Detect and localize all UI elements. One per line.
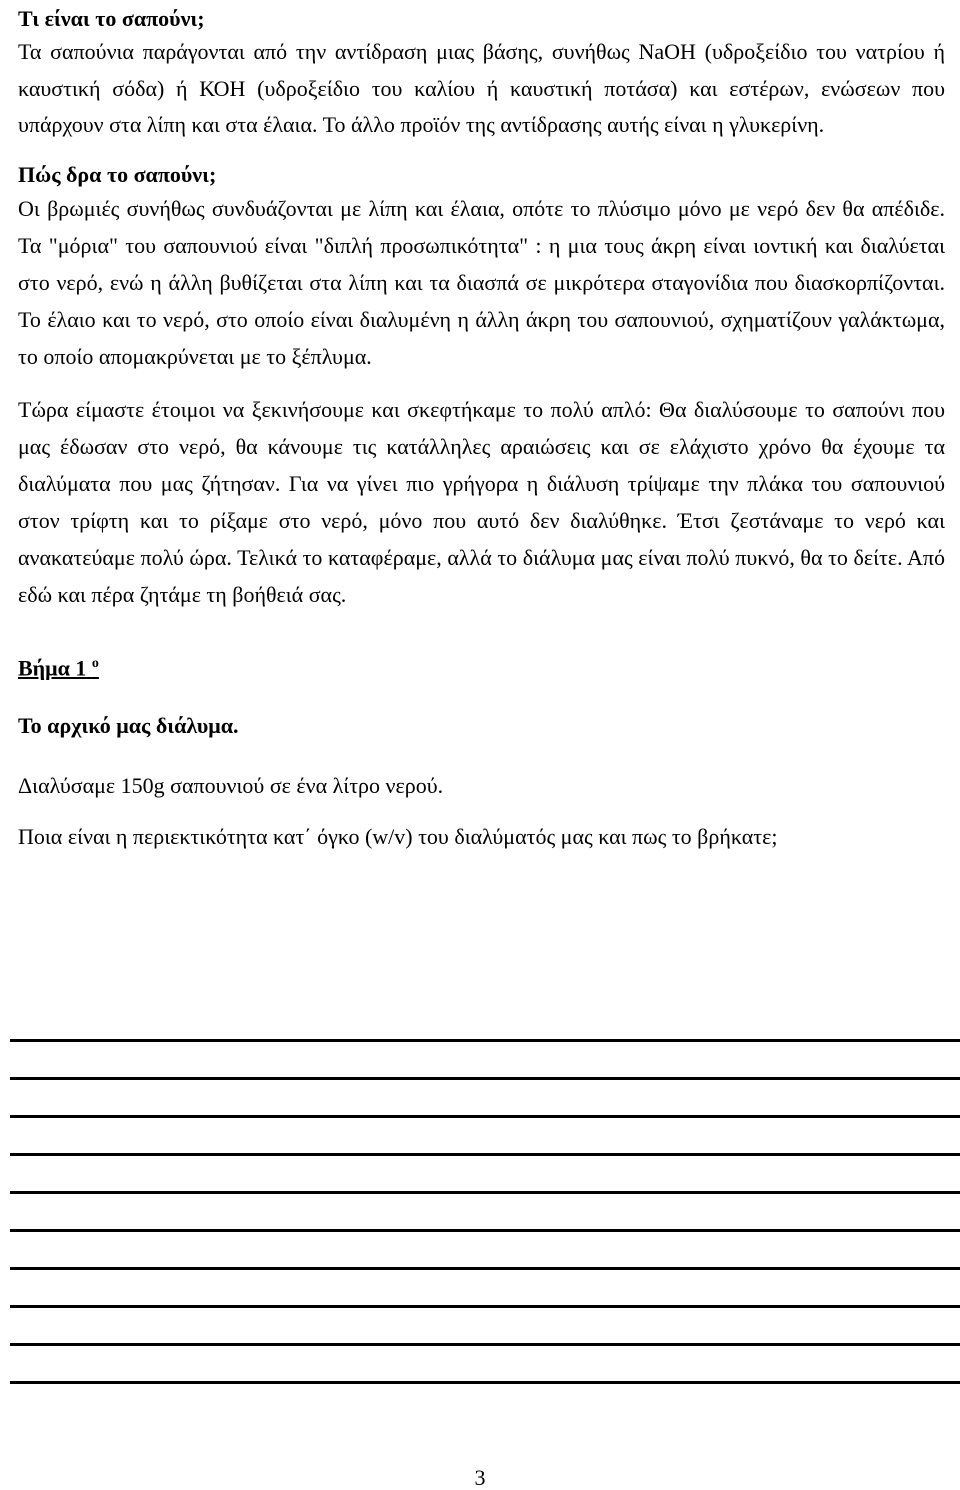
answer-line[interactable] xyxy=(10,1305,960,1308)
step-subheading: Το αρχικό μας διάλυμα. xyxy=(18,712,239,738)
page-number: 3 xyxy=(474,1465,486,1490)
paragraph-soap-mechanism: Οι βρωμιές συνήθως συνδυάζονται με λίπη και έλαια, οπότε το πλύσιμο μόνο με νερό δεν θα απέδιδε. Τα "μόρια" του σαπουνιού είναι "διπλή προσωπικότητα" : η μια τους άκρη είναι ιοντική και διαλύεται στο νερό, ενώ η άλλη βυθίζεται στα λίπη και τα διασπά σε μικρότερα σταγονίδια που διασκορπίζονται. Το έλαιο και το νερό, στο οποίο είναι διαλυμένη η άλλη άκρη του σαπουνιού, σχηματίζουν γαλάκτωμα, το οποίο απομακρύνεται με το ξέπλυμα. xyxy=(18,195,945,369)
answer-line[interactable] xyxy=(10,1115,960,1118)
section-heading-how-soap-works: Πώς δρα το σαπούνι; xyxy=(18,161,217,187)
paragraph-experiment-intro: Τώρα είμαστε έτοιμοι να ξεκινήσουμε και σκεφτήκαμε το πολύ απλό: Θα διαλύσουμε το σαπούνι που μας έδωσαν στο νερό, θα κάνουμε τις κατάλληλες αραιώσεις και σε ελάχιστο χρόνο θα έχουμε τα διαλύματα που μας ζήτησαν. Για να γίνει πιο γρήγορα η διάλυση τρίψαμε την πλάκα του σαπουνιού στον τρίφτη και το ρίξαμε στο νερό, μόνο που αυτό δεν διαλύθηκε. Έτσι ζεστάναμε το νερό και ανακατεύαμε πολύ ώρα. Τελικά το καταφέραμε, αλλά το διάλυμα μας είναι πολύ πυκνό, θα το δείτε. Από εδώ και πέρα ζητάμε τη βοήθειά σας. xyxy=(18,396,945,607)
step-label: Βήμα 1 xyxy=(18,654,87,680)
answer-line[interactable] xyxy=(10,1267,960,1270)
answer-line[interactable] xyxy=(10,1381,960,1384)
answer-line[interactable] xyxy=(10,1343,960,1346)
answer-line[interactable] xyxy=(10,1191,960,1194)
answer-line[interactable] xyxy=(10,1077,960,1080)
step-heading xyxy=(18,649,945,683)
paragraph-soap-definition: Τα σαπούνια παράγονται από την αντίδραση μιας βάσης, συνήθως ΝaOH (υδροξείδιο του νατρίου ή καυστική σόδα) ή ΚΟΗ (υδροξείδιο του καλίου ή καυστική ποτάσα) και εστέρων, ενώσεων που υπάρχουν στα λίπη και στα έλαια. Το άλλο προϊόν της αντίδρασης αυτής είναι η γλυκερίνη. xyxy=(18,39,945,137)
document-page xyxy=(18,0,945,855)
answer-line[interactable] xyxy=(10,1039,960,1042)
step-question: Ποια είναι η περιεκτικότητα κατ΄ όγκο (w/v) του διαλύματός μας και πως το βρήκατε; xyxy=(18,823,778,849)
step-statement: Διαλύσαμε 150g σαπουνιού σε ένα λίτρο νερού. xyxy=(18,772,444,798)
answer-line[interactable] xyxy=(10,1153,960,1156)
step-superscript: ο xyxy=(91,655,99,671)
section-heading-what-is-soap: Τι είναι το σαπούνι; xyxy=(18,6,205,31)
answer-line[interactable] xyxy=(10,1229,960,1232)
